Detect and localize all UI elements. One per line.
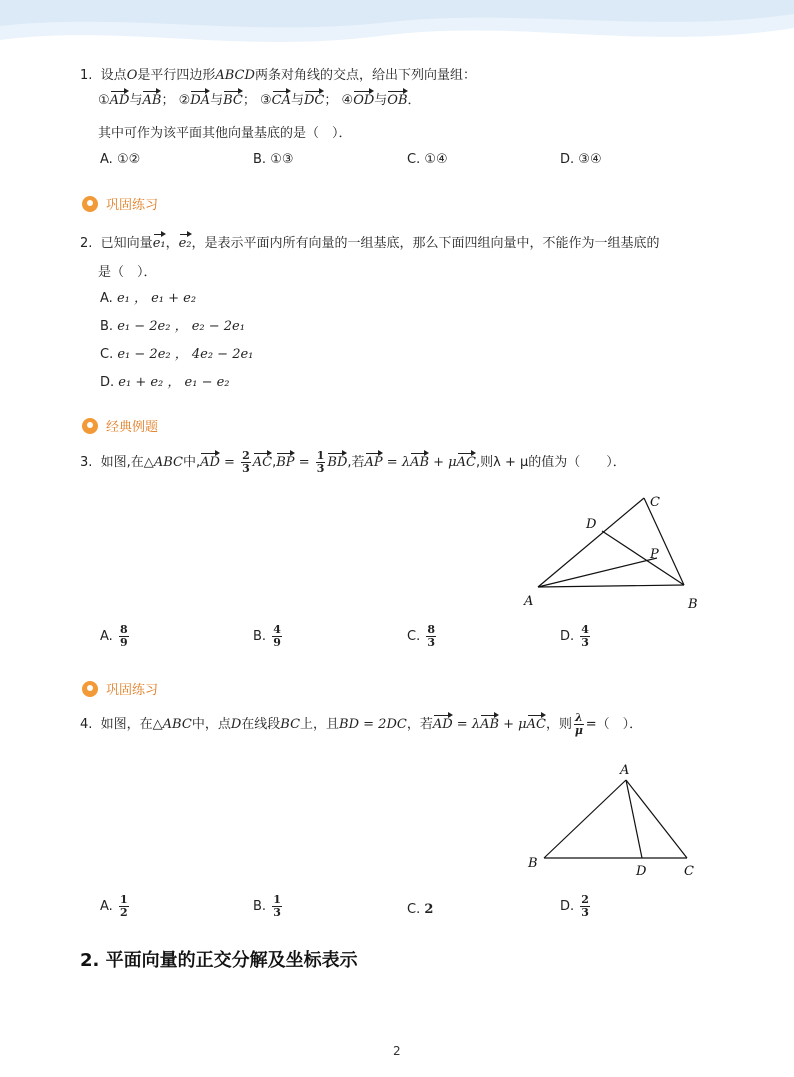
q4-label-c: C xyxy=(684,864,694,879)
section-label-practice-1: 巩固练习 xyxy=(82,194,158,213)
q3-option-b[interactable]: B. $\frac{4}{9}$ xyxy=(253,623,281,649)
q4-label-b: B xyxy=(528,856,538,871)
q3-option-d[interactable]: D. $\frac{4}{3}$ xyxy=(560,623,589,649)
q4-option-c[interactable]: C. 2 xyxy=(407,902,434,917)
q3-option-c[interactable]: C. $\frac{8}{3}$ xyxy=(407,623,436,649)
q3-option-a[interactable]: A. $\frac{8}{9}$ xyxy=(100,623,128,649)
q4-triangle-figure xyxy=(522,758,712,882)
q1-option-c[interactable]: C. ①④ xyxy=(407,152,448,167)
lightbulb-icon xyxy=(82,681,98,697)
q4-label-d: D xyxy=(636,864,647,879)
q4-side-ab xyxy=(544,780,626,858)
q2-option-d[interactable]: D. e₁ + e₂ ， e₁ − e₂ xyxy=(100,375,230,390)
q4-label-a: A xyxy=(620,763,630,778)
q1-option-d[interactable]: D. ③④ xyxy=(560,152,602,167)
q2-option-a[interactable]: A. e₁ ， e₁ + e₂ xyxy=(100,291,197,306)
q3-triangle-figure xyxy=(520,488,710,613)
header-wave-decoration xyxy=(0,0,794,60)
q3-label-c: C xyxy=(650,495,660,510)
q1-ask: 其中可作为该平面其他向量基底的是（ ）． xyxy=(98,126,352,141)
q3-label-d: D xyxy=(586,517,597,532)
q4-side-ac xyxy=(626,780,687,858)
section-label-example: 经典例题 xyxy=(82,416,158,435)
q4-option-d[interactable]: D. $\frac{2}{3}$ xyxy=(560,893,589,919)
page-number: 2 xyxy=(393,1044,401,1058)
q4-option-b[interactable]: B. $\frac{1}{3}$ xyxy=(253,893,281,919)
section-heading: 2. 平面向量的正交分解及坐标表示 xyxy=(80,950,358,971)
q3-label-p: P xyxy=(650,547,659,562)
q4-stem: 4. 如图，在△ABC中，点D在线段BC上，且BD = 2DC，若AD = λAB + μAC，则 $\frac{\lambda}{\mu}$ =（ ）． xyxy=(80,711,643,737)
q4-option-a[interactable]: A. $\frac{1}{2}$ xyxy=(100,893,128,919)
q2-stem-cont: 是（ ）． xyxy=(98,265,157,280)
q2-stem: 2. 已知向量e₁，e₂，是表示平面内所有向量的一组基底，那么下面四组向量中，不能作为一组基底的 xyxy=(80,231,660,251)
q2-option-c[interactable]: C. e₁ − 2e₂ ， 4e₂ − 2e₁ xyxy=(100,347,254,362)
q3-label-b: B xyxy=(688,597,698,612)
q3-stem: 3. 如图,在△ABC中,AD = $\frac{2}{3}$ AC,BP = $\frac{1}{3}$ BD,若AP = λAB + μAC,则λ + μ的值为（ ）． xyxy=(80,449,626,475)
q3-side-ab xyxy=(538,585,684,587)
q1-vector-groups: ①AD与AB； ②DA与BC； ③CA与DC； ④OD与OB． xyxy=(98,88,421,108)
q1-stem: 1. 设点O是平行四边形ABCD两条对角线的交点，给出下列向量组： xyxy=(80,68,476,83)
section-label-practice-2: 巩固练习 xyxy=(82,679,158,698)
lightbulb-icon xyxy=(82,196,98,212)
q1-option-a[interactable]: A. ①② xyxy=(100,152,141,167)
q4-segment-ad xyxy=(626,780,642,858)
q3-label-a: A xyxy=(524,594,534,609)
q1-option-b[interactable]: B. ①③ xyxy=(253,152,294,167)
lightbulb-icon xyxy=(82,418,98,434)
q2-option-b[interactable]: B. e₁ − 2e₂ ， e₂ − 2e₁ xyxy=(100,319,245,334)
